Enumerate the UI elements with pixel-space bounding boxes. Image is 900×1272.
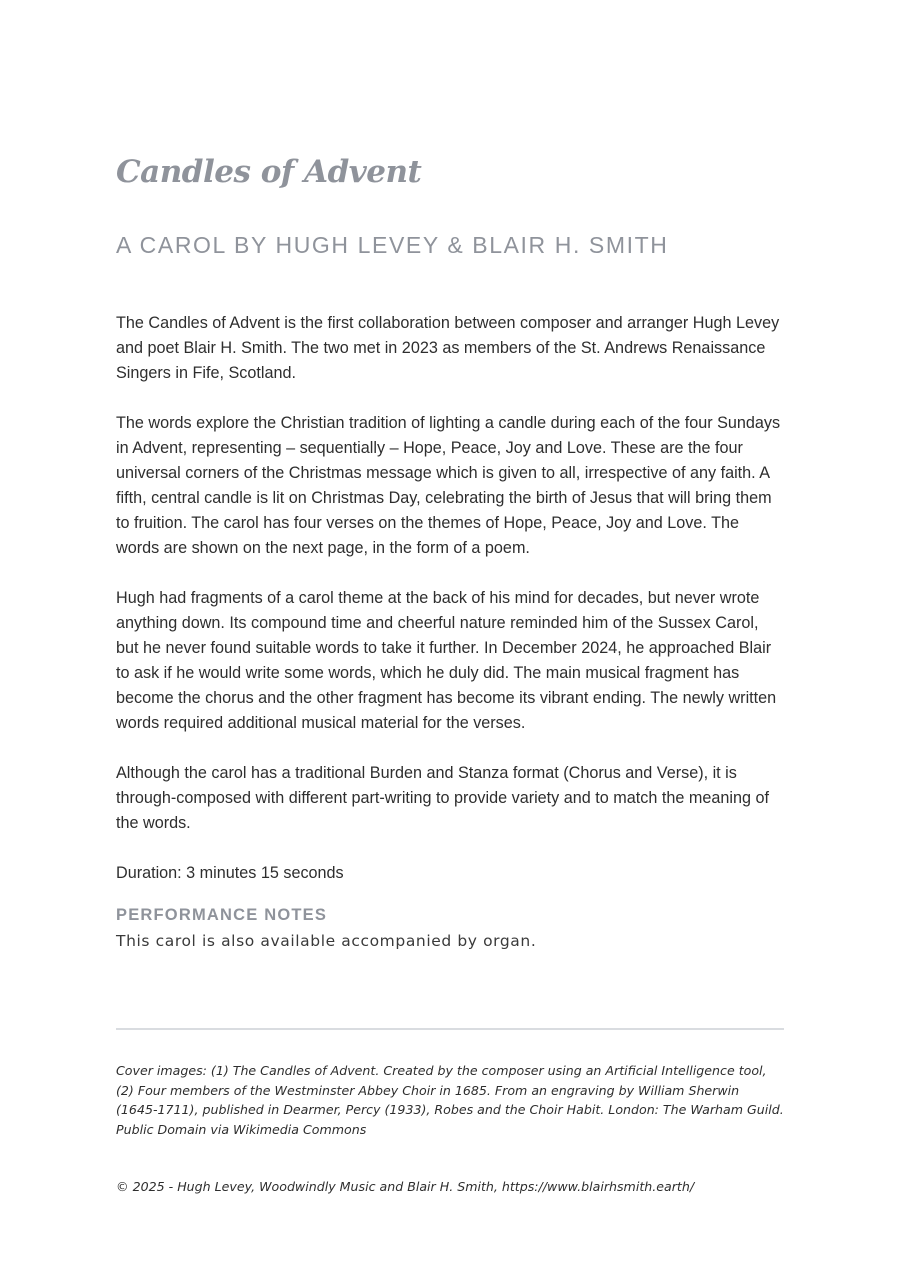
paragraph-tradition: The words explore the Christian tradition of lighting a candle during each of the four Sundays in Advent, representing – sequentially – Hope, Peace, Joy and Love. These are the four universal corners of the Christmas message which is given to all, irrespective of any faith. A fifth, central candle is lit on Christmas Day, celebrating the birth of Jesus that will bring them to fruition. The carol has four verses on the themes of Hope, Peace, Joy and Love. The words are shown on the next page, in the form of a poem.: [116, 414, 781, 557]
copyright-notice: © 2025 - Hugh Levey, Woodwindly Music and Blair H. Smith, https://www.blairhsmith.earth/: [116, 1179, 695, 1194]
document-title: Candles of Advent: [116, 154, 422, 190]
duration-text: Duration: 3 minutes 15 seconds: [116, 864, 344, 882]
document-subtitle: A CAROL BY HUGH LEVEY & BLAIR H. SMITH: [116, 232, 669, 258]
paragraph-collaboration: The Candles of Advent is the first collaboration between composer and arranger Hugh Levey and poet Blair H. Smith. The two met in 2023 as members of the St. Andrews Renaissance Singers in Fife, Scotland.: [116, 314, 780, 382]
body-text: [116, 311, 784, 886]
paragraph-format: Although the carol has a traditional Burden and Stanza format (Chorus and Verse), it is through-composed with different part-writing to provide variety and to match the meaning of the words.: [116, 764, 769, 832]
cover-image-credits: Cover images: (1) The Candles of Advent. Created by the composer using an Artificial Intelligence tool, (2) Four members of the Westminster Abbey Choir in 1685. From an engraving by William Sherwin (1645-1711), published in Dearmer, Percy (1933), Robes and the Choir Habit. London: The Warham Guild. Public Domain via Wikimedia Commons: [116, 1063, 784, 1137]
footer-divider: [116, 1028, 784, 1030]
paragraph-history: Hugh had fragments of a carol theme at the back of his mind for decades, but never wrote anything down. Its compound time and cheerful nature reminded him of the Sussex Carol, but he never found suitable words to take it further. In December 2024, he approached Blair to ask if he would write some words, which he duly did. The main musical fragment has become the chorus and the other fragment has become its vibrant ending. The newly written words required additional musical material for the verses.: [116, 589, 777, 732]
performance-notes-text: This carol is also available accompanied by organ.: [116, 932, 537, 950]
performance-notes-heading: PERFORMANCE NOTES: [116, 906, 328, 924]
